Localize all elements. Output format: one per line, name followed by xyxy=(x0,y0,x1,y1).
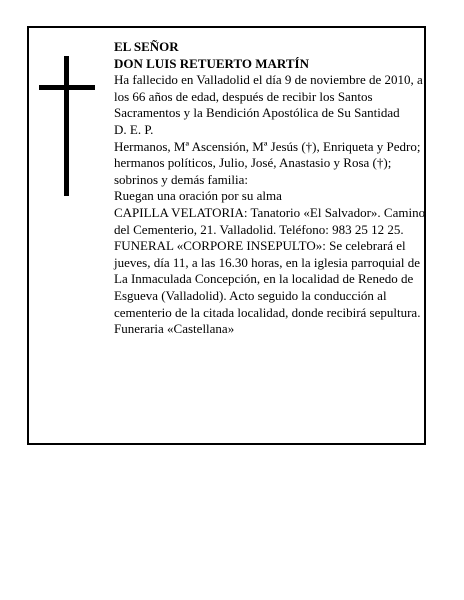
rip-line: D. E. P. xyxy=(114,121,154,137)
family-list: Hermanos, Mª Ascensión, Mª Jesús (†), Enriqueta y Pedro; hermanos políticos, Julio, José, Anastasio y Rosa (†); sobrinos y demás familia: xyxy=(114,138,421,187)
obituary-text xyxy=(114,39,426,338)
cross-icon-arm xyxy=(39,85,95,90)
death-announcement: Ha fallecido en Valladolid el día 9 de noviembre de 2010, a los 66 años de edad, después de recibir los Santos Sacramentos y la Bendición Apostólica de Su Santidad xyxy=(114,72,423,121)
deceased-name: DON LUIS RETUERTO MARTÍN xyxy=(114,55,309,71)
cross-icon xyxy=(64,56,69,196)
prayer-request: Ruegan una oración por su alma xyxy=(114,188,282,204)
chapel-info: CAPILLA VELATORIA: Tanatorio «El Salvador». Camino del Cementerio, 21. Valladolid. Teléfono: 983 25 12 25. xyxy=(114,204,426,237)
title-line-1: EL SEÑOR xyxy=(114,39,179,54)
funeral-info: FUNERAL «CORPORE INSEPULTO»: Se celebrará el jueves, día 11, a las 16.30 horas, en la iglesia parroquial de La Inmaculada Concepción, en la localidad de Renedo de Esgueva (Valladolid). Acto seguido la conducción al cementerio de la citada localidad, donde recibirá sepultura. xyxy=(114,238,421,320)
funeral-home: Funeraria «Castellana» xyxy=(114,321,235,337)
